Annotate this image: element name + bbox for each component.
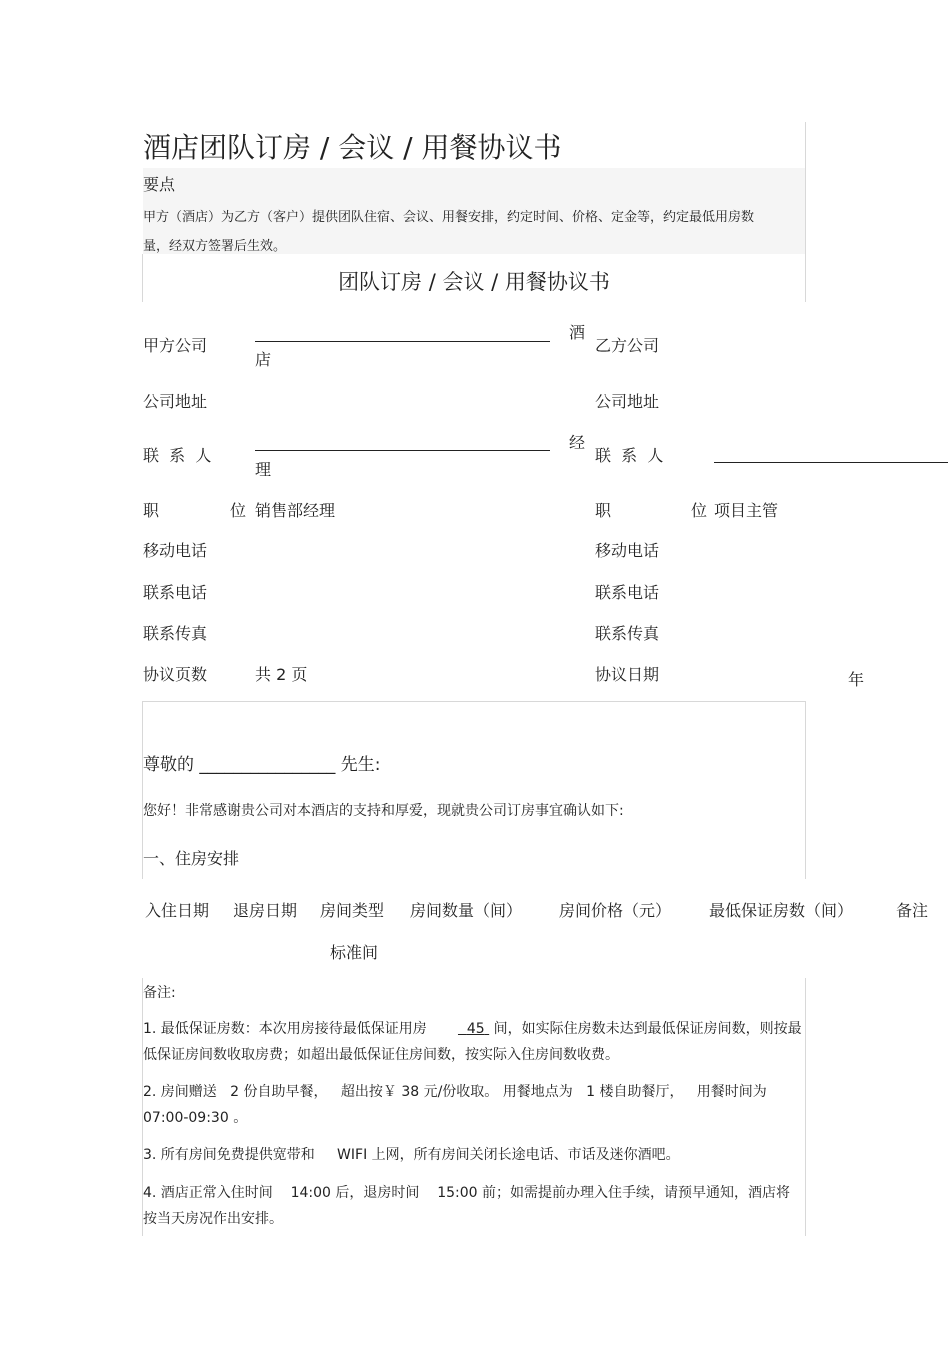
table-header-checkin: 入住日期 [145, 901, 210, 920]
party-a-phone-label: 联系电话 [143, 583, 208, 602]
party-a-company-suffix-1: 酒 [569, 323, 586, 342]
party-b-date-label: 协议日期 [595, 665, 660, 684]
party-a-contact-suffix-1: 经 [569, 433, 586, 452]
party-a-contact-suffix-2: 理 [255, 460, 272, 479]
party-b-contact-label: 联 系 人 [595, 446, 664, 465]
party-a-position-label-2: 位 [230, 501, 247, 520]
party-b-fax-label: 联系传真 [595, 624, 660, 643]
note-1 [143, 1016, 803, 1068]
party-a-company-suffix-2: 店 [255, 350, 272, 369]
document-title: 酒店团队订房 / 会议 / 用餐协议书 [143, 131, 562, 164]
table-header-room-count: 房间数量（间） [410, 901, 523, 920]
party-b-address-label: 公司地址 [595, 392, 660, 411]
table-cell-room-type: 标准间 [330, 943, 379, 962]
party-a-company-underline [255, 341, 550, 342]
note-2: 2. 房间赠送 2 份自助早餐， 超出按￥ 38 元/份收取。 用餐地点为 1 楼自助餐厅， 用餐时间为 07:00-09:30 。 [143, 1084, 772, 1126]
frame-line-right-top [805, 122, 806, 302]
note-1-min-rooms: 45 [466, 1021, 485, 1037]
party-b-contact-underline [714, 462, 948, 463]
party-a-contact-underline [255, 450, 550, 451]
salutation: 尊敬的 ________________ 先生: [143, 755, 381, 775]
party-a-fax-label: 联系传真 [143, 624, 208, 643]
summary-text: 甲方（酒店）为乙方（客户）提供团队住宿、会议、用餐安排，约定时间、价格、定金等，约定最低用房数量，经双方签署后生效。 [143, 210, 755, 254]
party-a-pages-value: 共 2 页 [255, 665, 308, 684]
greeting-text: 您好！非常感谢贵公司对本酒店的支持和厚爱，现就贵公司订房事宜确认如下: [143, 803, 624, 819]
party-a-address-label: 公司地址 [143, 392, 208, 411]
table-header-checkout: 退房日期 [233, 901, 298, 920]
keypoint-label: 要点 [143, 175, 176, 194]
table-header-min-rooms: 最低保证房数（间） [709, 901, 854, 920]
section-title-accommodation: 一、住房安排 [143, 849, 240, 868]
table-header-remark: 备注 [896, 901, 929, 920]
party-b-position-label-2: 位 [691, 501, 708, 520]
note-1-text-a: 1. 最低保证房数：本次用房接待最低保证用房 [143, 1021, 427, 1037]
party-a-position-label-1: 职 [143, 501, 160, 520]
note-1-text-b: 间，如实际住房数未达到最低保证房间数，则按最低保证房间数收取房费；如超出最低保证住房间数，按实际入住房间数收费。 [143, 1021, 802, 1063]
party-a-company-label: 甲方公司 [143, 336, 208, 355]
party-b-date-year: 年 [848, 670, 865, 689]
party-a-mobile-label: 移动电话 [143, 541, 208, 560]
frame-line-right-mid [805, 701, 806, 879]
table-header-room-price: 房间价格（元） [559, 901, 672, 920]
party-a-position-value: 销售部经理 [255, 501, 336, 520]
party-b-phone-label: 联系电话 [595, 583, 660, 602]
note-3: 3. 所有房间免费提供宽带和 WIFI 上网，所有房间关闭长途电话、市话及迷你酒吧。 [143, 1147, 680, 1163]
notes-label: 备注: [143, 985, 176, 1001]
party-b-position-value: 项目主管 [714, 501, 779, 520]
party-b-company-label: 乙方公司 [595, 336, 660, 355]
note-4: 4. 酒店正常入住时间 14:00 后，退房时间 15:00 前；如需提前办理入住手续，请预早通知，酒店将按当天房况作出安排。 [143, 1185, 790, 1227]
document-subtitle: 团队订房 / 会议 / 用餐协议书 [338, 270, 610, 294]
table-header-room-type: 房间类型 [320, 901, 385, 920]
frame-line-mid [142, 701, 806, 702]
party-b-mobile-label: 移动电话 [595, 541, 660, 560]
party-a-contact-label: 联 系 人 [143, 446, 212, 465]
party-a-pages-label: 协议页数 [143, 665, 208, 684]
party-b-position-label-1: 职 [595, 501, 612, 520]
frame-line-right-bottom [805, 978, 806, 1236]
